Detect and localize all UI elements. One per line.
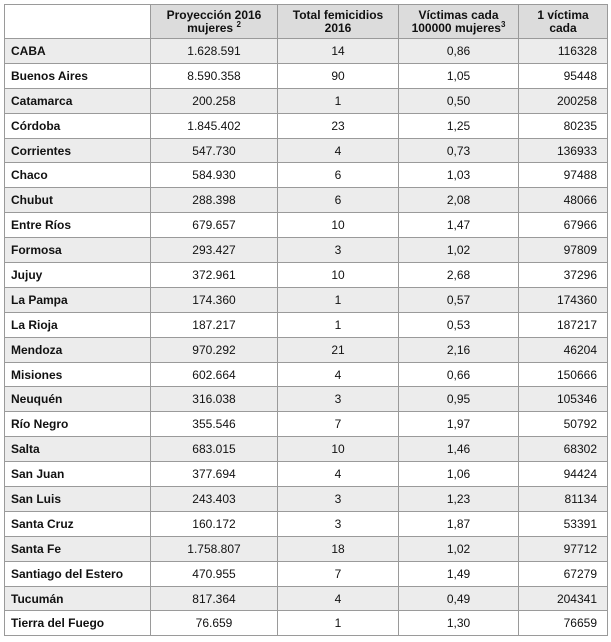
table-row [5,511,608,536]
projection-cell: 584.930 [151,163,278,188]
table-row [5,39,608,64]
province-cell: Córdoba [5,113,151,138]
table-row [5,163,608,188]
province-cell: Chubut [5,188,151,213]
projection-cell: 76.659 [151,611,278,636]
province-cell: Chaco [5,163,151,188]
rate-cell: 1,25 [399,113,519,138]
header-projection: Proyección 2016 mujeres $^2$ [151,5,278,39]
projection-cell: 1.758.807 [151,536,278,561]
rate-cell: 1,06 [399,462,519,487]
header-total: Total femicidios 2016 [278,5,399,39]
one-victim-cell: 136933 [519,138,608,163]
total-cell: 3 [278,487,399,512]
one-victim-cell: 174360 [519,287,608,312]
one-victim-cell: 46204 [519,337,608,362]
total-cell: 3 [278,387,399,412]
rate-cell: 1,97 [399,412,519,437]
province-cell: San Luis [5,487,151,512]
header-province [5,5,151,39]
table-row [5,88,608,113]
province-cell: La Rioja [5,312,151,337]
rate-cell: 1,87 [399,511,519,536]
one-victim-cell: 204341 [519,586,608,611]
projection-cell: 602.664 [151,362,278,387]
rate-cell: 2,16 [399,337,519,362]
rate-cell: 1,23 [399,487,519,512]
total-cell: 1 [278,312,399,337]
total-cell: 6 [278,163,399,188]
total-cell: 3 [278,238,399,263]
province-cell: Tierra del Fuego [5,611,151,636]
province-cell: Jujuy [5,263,151,288]
total-cell: 7 [278,561,399,586]
one-victim-cell: 67966 [519,213,608,238]
province-cell: Santa Fe [5,536,151,561]
province-cell: Misiones [5,362,151,387]
one-victim-cell: 53391 [519,511,608,536]
one-victim-cell: 81134 [519,487,608,512]
one-victim-cell: 80235 [519,113,608,138]
total-cell: 4 [278,362,399,387]
table-row [5,487,608,512]
rate-cell: 2,68 [399,263,519,288]
projection-cell: 683.015 [151,437,278,462]
table-row [5,437,608,462]
projection-cell: 1.628.591 [151,39,278,64]
one-victim-cell: 187217 [519,312,608,337]
rate-cell: 1,46 [399,437,519,462]
one-victim-cell: 105346 [519,387,608,412]
rate-cell: 1,05 [399,63,519,88]
one-victim-cell: 76659 [519,611,608,636]
total-cell: 18 [278,536,399,561]
table-row [5,611,608,636]
table-row [5,536,608,561]
province-cell: Santa Cruz [5,511,151,536]
province-cell: Neuquén [5,387,151,412]
total-cell: 23 [278,113,399,138]
total-cell: 4 [278,462,399,487]
rate-cell: 1,02 [399,238,519,263]
projection-cell: 8.590.358 [151,63,278,88]
province-cell: San Juan [5,462,151,487]
table-row [5,188,608,213]
province-cell: Tucumán [5,586,151,611]
table-row [5,263,608,288]
total-cell: 10 [278,213,399,238]
rate-cell: 1,47 [399,213,519,238]
total-cell: 1 [278,88,399,113]
one-victim-cell: 48066 [519,188,608,213]
projection-cell: 679.657 [151,213,278,238]
projection-cell: 316.038 [151,387,278,412]
projection-cell: 1.845.402 [151,113,278,138]
total-cell: 10 [278,437,399,462]
table-row [5,337,608,362]
rate-cell: 0,53 [399,312,519,337]
projection-cell: 243.403 [151,487,278,512]
projection-cell: 970.292 [151,337,278,362]
table-row [5,362,608,387]
total-cell: 4 [278,586,399,611]
province-cell: Catamarca [5,88,151,113]
total-cell: 90 [278,63,399,88]
table-row [5,412,608,437]
one-victim-cell: 94424 [519,462,608,487]
rate-cell: 0,57 [399,287,519,312]
total-cell: 21 [278,337,399,362]
one-victim-cell: 37296 [519,263,608,288]
total-cell: 14 [278,39,399,64]
province-cell: CABA [5,39,151,64]
table-row [5,312,608,337]
province-cell: La Pampa [5,287,151,312]
one-victim-cell: 97712 [519,536,608,561]
total-cell: 3 [278,511,399,536]
projection-cell: 187.217 [151,312,278,337]
one-victim-cell: 50792 [519,412,608,437]
rate-cell: 0,95 [399,387,519,412]
header-row [5,5,608,39]
header-one-victim: 1 víctima cada [519,5,608,39]
total-cell: 4 [278,138,399,163]
province-cell: Corrientes [5,138,151,163]
rate-cell: 1,30 [399,611,519,636]
table-row [5,63,608,88]
rate-cell: 0,50 [399,88,519,113]
one-victim-cell: 97809 [519,238,608,263]
table-row [5,238,608,263]
header-rate: Víctimas cada 100000 mujeres$^3$ [399,5,519,39]
table-row [5,462,608,487]
rate-cell: 1,49 [399,561,519,586]
province-cell: Buenos Aires [5,63,151,88]
projection-cell: 547.730 [151,138,278,163]
one-victim-cell: 150666 [519,362,608,387]
rate-cell: 2,08 [399,188,519,213]
province-cell: Salta [5,437,151,462]
total-cell: 1 [278,611,399,636]
table-row [5,113,608,138]
rate-cell: 0,86 [399,39,519,64]
projection-cell: 174.360 [151,287,278,312]
province-cell: Formosa [5,238,151,263]
table-row [5,561,608,586]
total-cell: 10 [278,263,399,288]
projection-cell: 200.258 [151,88,278,113]
province-cell: Entre Ríos [5,213,151,238]
rate-cell: 0,66 [399,362,519,387]
table-row [5,586,608,611]
one-victim-cell: 97488 [519,163,608,188]
rate-cell: 1,03 [399,163,519,188]
table-row [5,287,608,312]
province-cell: Santiago del Estero [5,561,151,586]
femicides-table [4,4,608,636]
province-cell: Mendoza [5,337,151,362]
projection-cell: 288.398 [151,188,278,213]
projection-cell: 372.961 [151,263,278,288]
projection-cell: 817.364 [151,586,278,611]
rate-cell: 1,02 [399,536,519,561]
one-victim-cell: 67279 [519,561,608,586]
projection-cell: 355.546 [151,412,278,437]
one-victim-cell: 95448 [519,63,608,88]
table-row [5,387,608,412]
table-row [5,213,608,238]
projection-cell: 160.172 [151,511,278,536]
total-cell: 7 [278,412,399,437]
one-victim-cell: 116328 [519,39,608,64]
one-victim-cell: 68302 [519,437,608,462]
total-cell: 6 [278,188,399,213]
projection-cell: 293.427 [151,238,278,263]
projection-cell: 377.694 [151,462,278,487]
table-row [5,138,608,163]
projection-cell: 470.955 [151,561,278,586]
total-cell: 1 [278,287,399,312]
one-victim-cell: 200258 [519,88,608,113]
province-cell: Río Negro [5,412,151,437]
rate-cell: 0,73 [399,138,519,163]
rate-cell: 0,49 [399,586,519,611]
